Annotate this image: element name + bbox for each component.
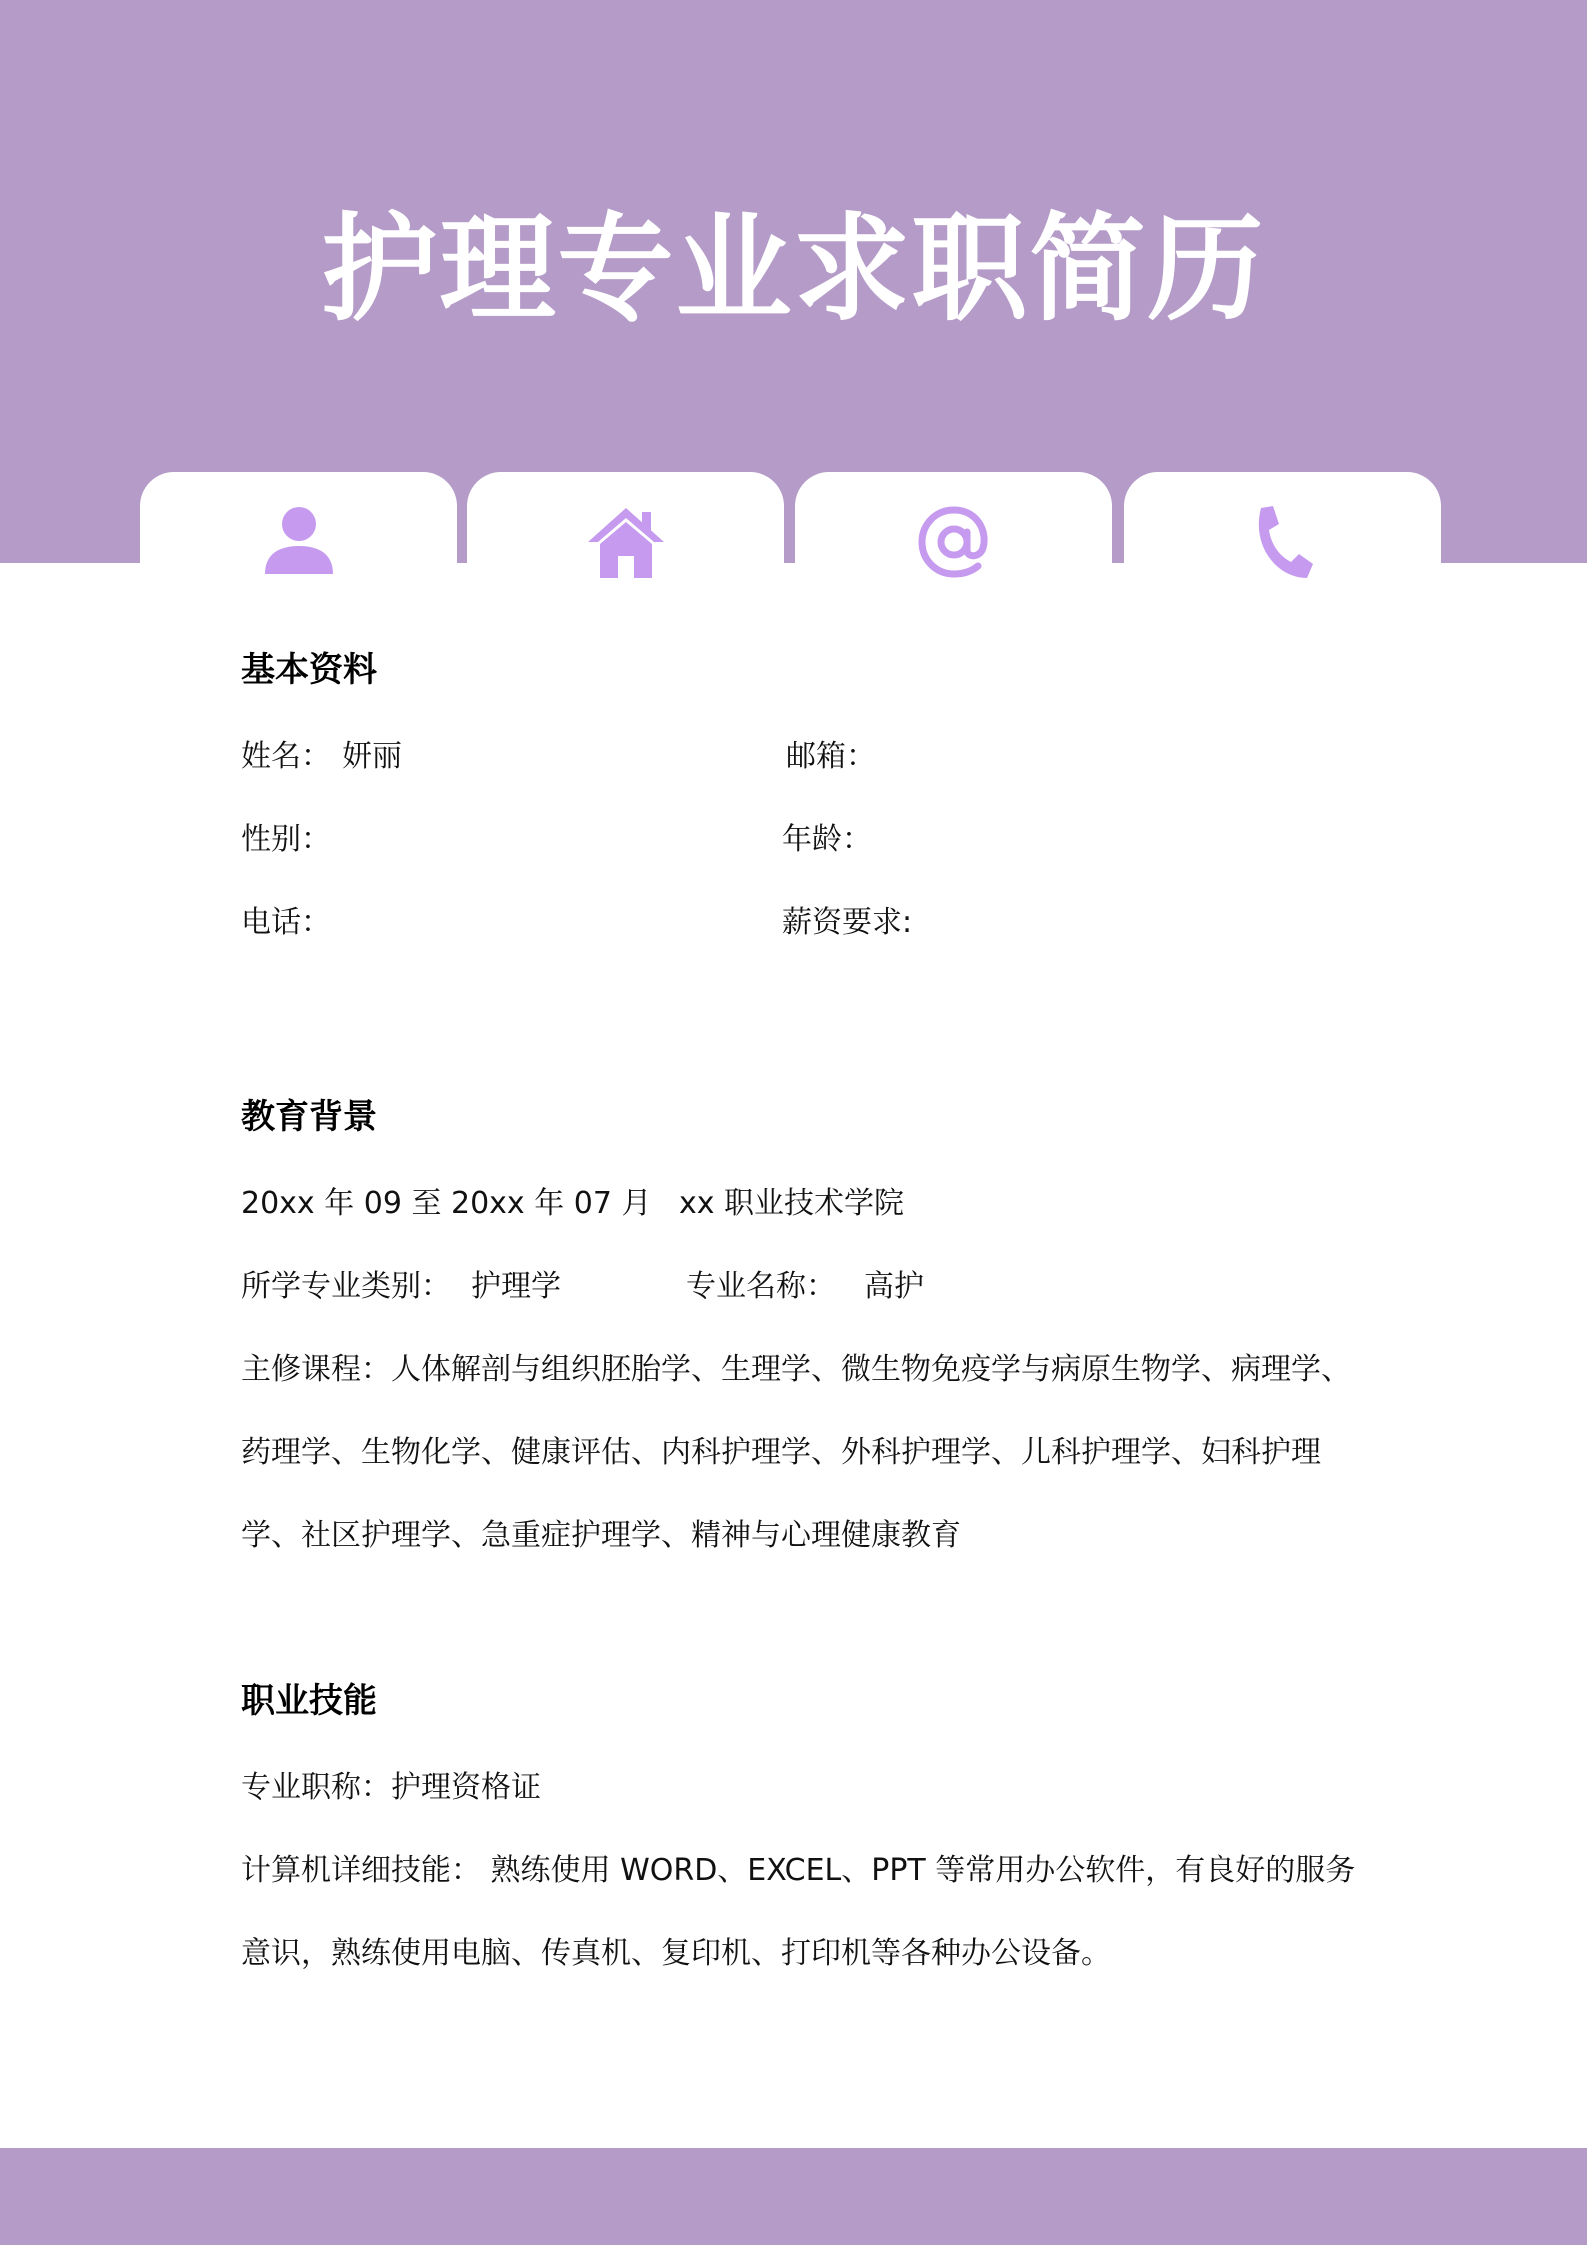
age-label: 年龄：	[782, 822, 872, 857]
row-major	[241, 1245, 1361, 1328]
major-value: 高护	[864, 1269, 924, 1304]
row-phone-salary	[241, 881, 1361, 964]
tab-personal[interactable]	[140, 472, 457, 572]
row-period-school	[241, 1162, 1361, 1245]
email-label: 邮箱：	[786, 739, 876, 774]
tab-phone[interactable]	[1124, 472, 1441, 572]
name-value: 妍丽	[342, 739, 402, 774]
study-period: 20xx 年 09 至 20xx 年 07 月	[241, 1186, 652, 1221]
section-title-education: 教育背景	[241, 1097, 377, 1137]
person-icon	[259, 502, 339, 582]
row-gender-age	[241, 798, 1361, 881]
resume-content	[241, 640, 1361, 1995]
section-basic-info	[241, 640, 1361, 964]
name-label: 姓名：	[241, 739, 331, 774]
tab-address[interactable]	[467, 472, 784, 572]
at-sign-icon	[914, 502, 994, 582]
major-label: 专业名称：	[686, 1269, 836, 1304]
tab-email[interactable]	[795, 472, 1112, 572]
section-title-basic: 基本资料	[241, 650, 377, 690]
phone-label: 电话：	[241, 905, 331, 940]
home-icon	[586, 502, 666, 582]
section-education	[241, 1087, 1361, 1577]
gender-label: 性别：	[241, 822, 331, 857]
computer-skills: 计算机详细技能： 熟练使用 WORD、EXCEL、PPT 等常用办公软件，有良好的服务意识，熟练使用电脑、传真机、复印机、打印机等各种办公设备。	[241, 1853, 1356, 1971]
salary-label: 薪资要求:	[782, 905, 913, 940]
phone-icon	[1243, 502, 1323, 582]
certificate: 专业职称：护理资格证	[241, 1770, 541, 1805]
school-name: xx 职业技术学院	[679, 1186, 905, 1221]
section-title-skills: 职业技能	[241, 1681, 377, 1721]
section-skills	[241, 1671, 1361, 1995]
row-name-email	[241, 715, 1361, 798]
main-courses: 主修课程：人体解剖与组织胚胎学、生理学、微生物免疫学与病原生物学、病理学、药理学、生物化学、健康评估、内科护理学、外科护理学、儿科护理学、妇科护理学、社区护理学、急重症护理学、精神与心理健康教育	[241, 1352, 1351, 1553]
category-value: 护理学	[471, 1269, 561, 1304]
page-title: 护理专业求职简历	[321, 202, 1266, 337]
footer-band	[0, 2148, 1587, 2245]
category-label: 所学专业类别：	[241, 1269, 451, 1304]
